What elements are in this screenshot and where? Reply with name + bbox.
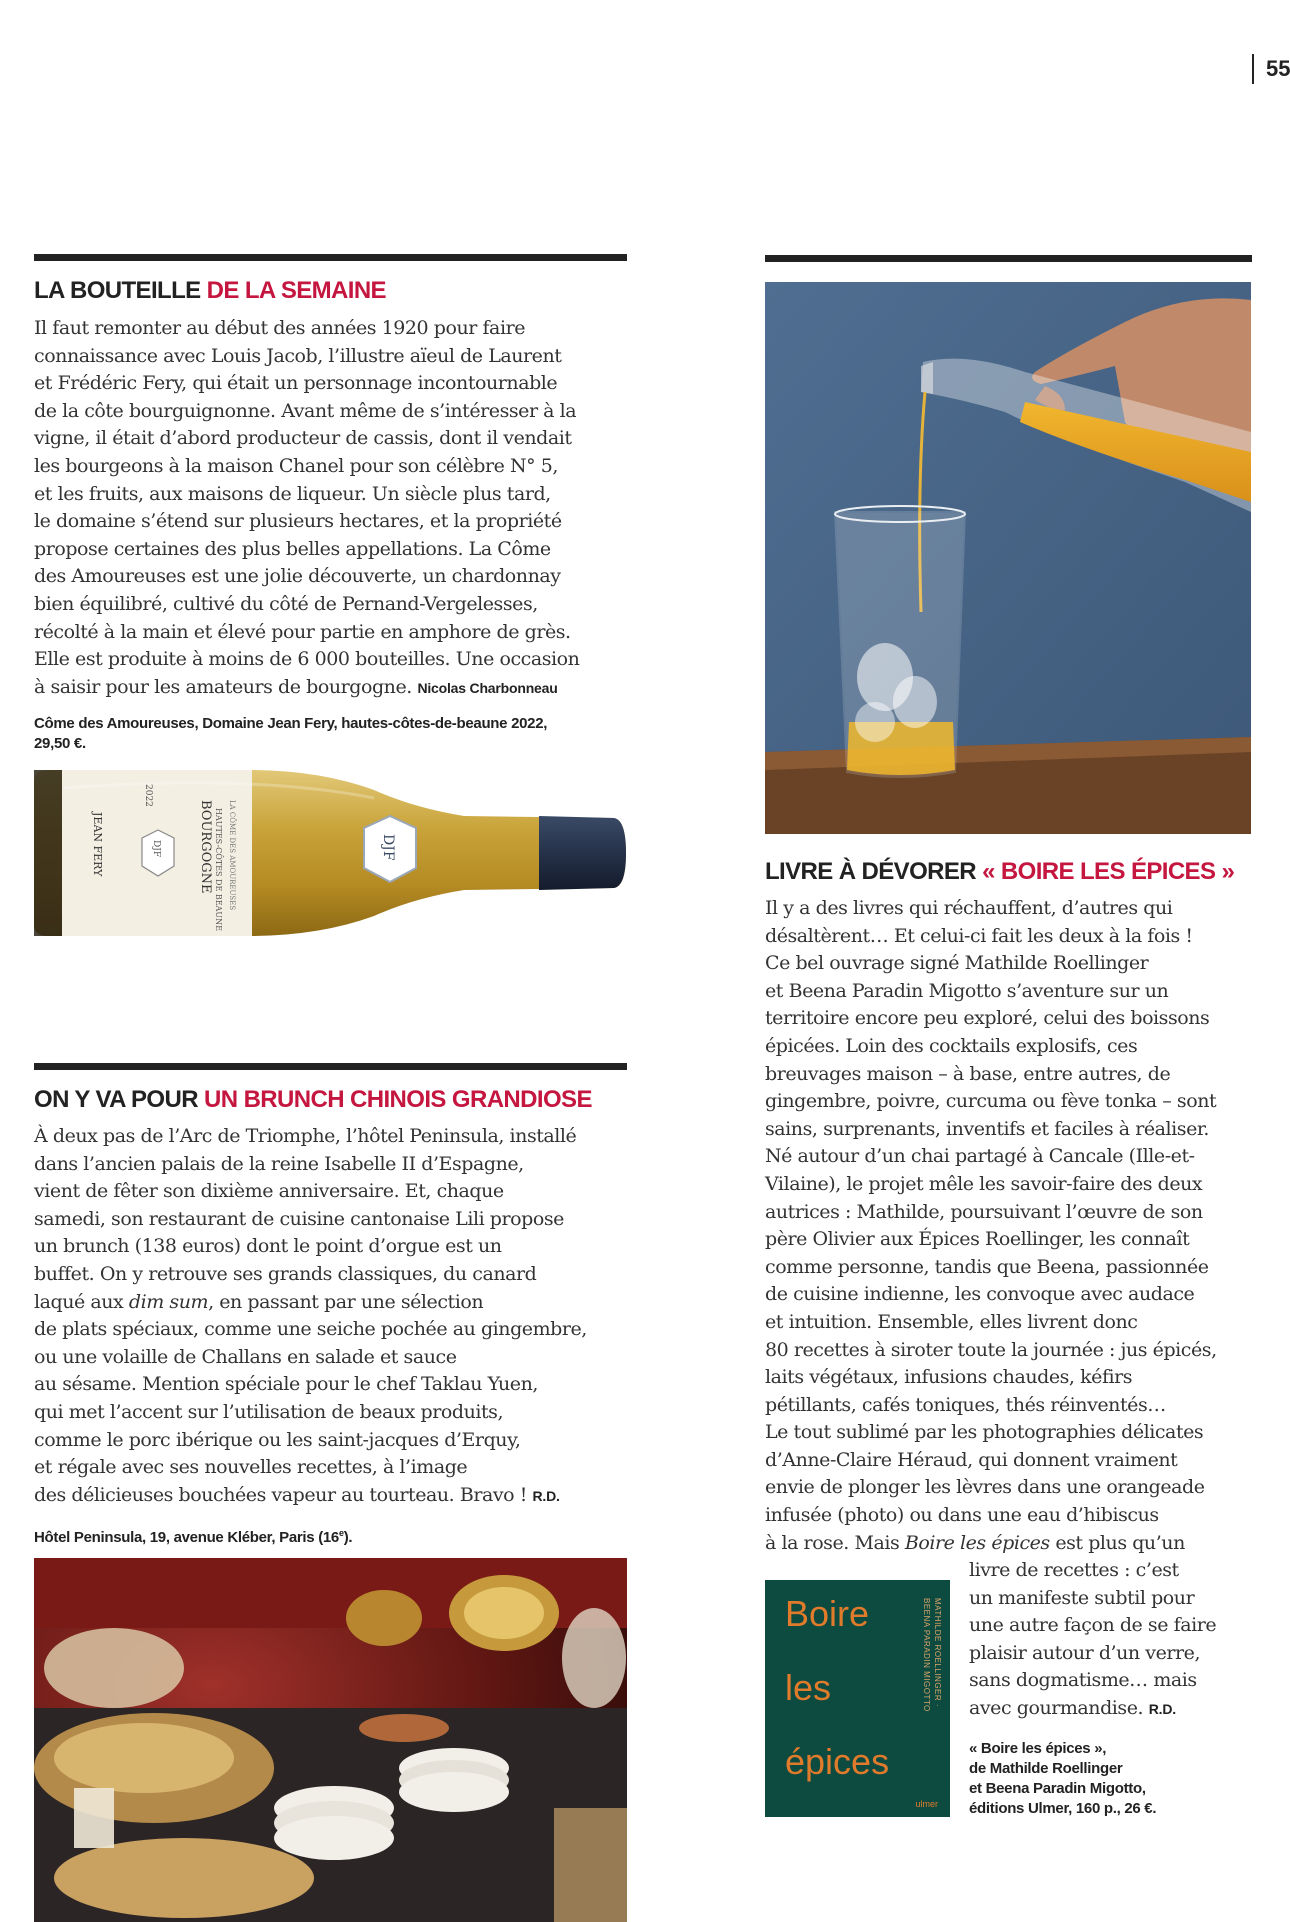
body-line: plaisir autour d’un verre, [969, 1641, 1201, 1664]
body-line: gingembre, poivre, curcuma ou fève tonka – sont [765, 1090, 1217, 1113]
heading-red-part: « BOIRE LES ÉPICES » [982, 858, 1235, 885]
section-rule-brunch [34, 1063, 627, 1070]
buffet-photo [34, 1558, 627, 1922]
book-article-body [765, 895, 1270, 1557]
cover-authors: MATHILDE ROELLINGER · BEENA PARADIN MIGOTTO [922, 1598, 942, 1712]
body-line: buffet. On y retrouve ses grands classiques, du canard [34, 1262, 537, 1285]
body-line: et Beena Paradin Migotto s’aventure sur un [765, 979, 1169, 1002]
body-line: , en passant par une sélection [208, 1290, 484, 1313]
brunch-article-body [34, 1123, 644, 1510]
author-signature: Nicolas Charbonneau [417, 679, 558, 696]
body-line: dans l’ancien palais de la reine Isabelle II d’Espagne, [34, 1152, 524, 1175]
body-line: sains, surprenants, inventifs et faciles à réaliser. [765, 1117, 1210, 1140]
body-line: un manifeste subtil pour [969, 1586, 1195, 1609]
body-line: Il y a des livres qui réchauffent, d’autres qui [765, 897, 1173, 919]
book-section-heading [765, 857, 1234, 887]
label-vintage-text: 2022 [143, 784, 153, 807]
body-line: comme personne, tandis que Beena, passionnée [765, 1255, 1209, 1278]
body-line: Né autour d’un chai partagé à Cancale (Ille-et- [765, 1145, 1195, 1168]
body-line: à la rose. Mais [765, 1531, 905, 1554]
body-line: vigne, il était d’abord producteur de cassis, dont il vendait [34, 427, 572, 450]
heading-black-part: LA BOUTEILLE [34, 277, 207, 304]
body-line: livre de recettes : c’est [969, 1559, 1179, 1581]
bottle-cap [539, 816, 626, 890]
body-line: est plus qu’un [1049, 1531, 1185, 1554]
body-line: Elle est produite à moins de 6 000 bouteilles. Une occasion [34, 648, 580, 671]
book-cover-image [765, 1580, 950, 1817]
brunch-section-heading [34, 1085, 592, 1115]
body-line: un brunch (138 euros) dont le point d’orgue est un [34, 1235, 502, 1258]
section-rule-book [765, 255, 1252, 262]
body-line: épicées. Loin des cocktails explosifs, ces [765, 1034, 1138, 1057]
body-line: samedi, son restaurant de cuisine cantonaise Lili propose [34, 1207, 564, 1230]
body-line-mixed [765, 1530, 1270, 1558]
author-signature: R.D. [532, 1487, 560, 1504]
body-line: breuvages maison – à base, entre autres, de [765, 1062, 1171, 1085]
caption-line: « Boire les épices », [969, 1740, 1107, 1757]
body-line: Vilaine), le projet mêle les savoir-faire des deux [765, 1172, 1203, 1195]
body-line: connaissance avec Louis Jacob, l’illustre aïeul de Laurent [34, 344, 562, 367]
caption-line: éditions Ulmer, 160 p., 26 €. [969, 1800, 1157, 1817]
body-line: Le tout sublimé par les photographies délicates [765, 1421, 1204, 1444]
body-line: comme le porc ibérique ou les saint-jacques d’Erquy, [34, 1428, 521, 1451]
body-line: envie de plonger les lèvres dans une orangeade [765, 1476, 1205, 1499]
body-line: le domaine s’étend sur plusieurs hectares, et la propriété [34, 510, 562, 533]
body-line: les bourgeons à la maison Chanel pour son célèbre N° 5, [34, 454, 559, 477]
body-line: À deux pas de l’Arc de Triomphe, l’hôtel Peninsula, installé [34, 1125, 577, 1147]
book-article-body-narrow [969, 1557, 1259, 1724]
body-line: propose certaines des plus belles appellations. La Côme [34, 537, 551, 560]
body-line: désaltèrent… Et celui-ci fait les deux à la fois ! [765, 924, 1193, 947]
body-line: pétillants, cafés toniques, thés réinventés… [765, 1393, 1166, 1416]
caption-line: 29,50 €. [34, 735, 86, 752]
body-line: à saisir pour les amateurs de bourgogne. [34, 675, 412, 698]
body-line: laqué aux [34, 1290, 129, 1313]
body-line: qui met l’accent sur l’utilisation de beaux produits, [34, 1400, 504, 1423]
body-line: laits végétaux, infusions chaudes, kéfirs [765, 1366, 1133, 1389]
body-line: vient de fêter son dixième anniversaire. Et, chaque [34, 1180, 504, 1203]
body-line: d’Anne-Claire Héraud, qui donnent vraiment [765, 1448, 1178, 1471]
label-producer-text: JEAN FERY [91, 812, 104, 877]
body-line: Il faut remonter au début des années 1920 pour faire [34, 317, 525, 339]
body-line: récolté à la main et élevé pour partie en amphore de grès. [34, 620, 571, 643]
cover-title-line: Boire [785, 1593, 870, 1634]
heading-red-part: UN BRUNCH CHINOIS GRANDIOSE [204, 1086, 592, 1113]
body-line: bien équilibré, cultivé du côté de Pernand-Vergelesses, [34, 592, 538, 615]
body-line: territoire encore peu exploré, celui des boissons [765, 1007, 1210, 1030]
spiced-drink-photo [765, 282, 1251, 834]
bottle-caption [34, 714, 634, 754]
body-line-last [969, 1695, 1259, 1724]
brunch-caption [34, 1523, 634, 1548]
body-line: infusée (photo) ou dans une eau d’hibiscus [765, 1504, 1159, 1527]
body-line: de plats spéciaux, comme une seiche pochée au gingembre, [34, 1318, 587, 1341]
caption-line: Côme des Amoureuses, Domaine Jean Fery, hautes-côtes-de-beaune 2022, [34, 715, 548, 732]
heading-black-part: ON Y VA POUR [34, 1086, 205, 1113]
caption-line: de Mathilde Roellinger [969, 1760, 1123, 1777]
section-rule-bottle [34, 254, 627, 261]
caption-superscript: e [338, 1528, 344, 1538]
body-line: Ce bel ouvrage signé Mathilde Roellinger [765, 952, 1149, 975]
body-line: père Olivier aux Épices Roellinger, les connaît [765, 1228, 1190, 1251]
body-line: 80 recettes à siroter toute la journée : jus épicés, [765, 1338, 1217, 1361]
cover-publisher: ulmer [915, 1799, 938, 1809]
bottle-article-body [34, 315, 634, 702]
body-line: et Frédéric Fery, qui était un personnage incontournable [34, 372, 558, 395]
body-line-last [34, 674, 634, 703]
italic-title: Boire les épices [904, 1531, 1050, 1554]
page-number: 55 [1252, 54, 1290, 84]
body-line: autrices : Mathilde, poursuivant l’œuvre de son [765, 1200, 1203, 1223]
caption-text: ). [343, 1529, 353, 1546]
body-line-mixed [34, 1289, 644, 1317]
wine-bottle-image [34, 768, 626, 938]
body-line: de la côte bourguignonne. Avant même de s’intéresser à la [34, 399, 577, 422]
cover-title-line: les [785, 1667, 832, 1708]
body-line-last [34, 1482, 644, 1511]
body-line: de cuisine indienne, les convoque avec audace [765, 1283, 1195, 1306]
body-line: des Amoureuses est une jolie découverte, un chardonnay [34, 565, 561, 588]
body-line: et les fruits, aux maisons de liqueur. Un siècle plus tard, [34, 482, 551, 505]
caption-text: Hôtel Peninsula, 19, avenue Kléber, Paris (16 [34, 1529, 339, 1546]
neck-monogram-text: DJF [380, 834, 396, 861]
label-monogram-text: DJF [151, 840, 161, 858]
author-signature: R.D. [1148, 1700, 1176, 1717]
body-line: une autre façon de se faire [969, 1614, 1217, 1637]
body-line: au sésame. Mention spéciale pour le chef Taklau Yuen, [34, 1373, 538, 1396]
label-cuvee-text: LA CÔME DES AMOUREUSES [228, 800, 236, 911]
cover-title-line: épices [785, 1741, 890, 1782]
body-line: des délicieuses bouchées vapeur au tourteau. Bravo ! [34, 1483, 527, 1506]
body-line: et régale avec ses nouvelles recettes, à l’image [34, 1456, 468, 1479]
italic-term: dim sum [128, 1290, 209, 1313]
bottle-section-heading [34, 276, 386, 306]
heading-black-part: LIVRE À DÉVORER [765, 858, 983, 885]
label-region-text: BOURGOGNE [198, 800, 213, 894]
heading-red-part: DE LA SEMAINE [206, 277, 386, 304]
caption-line: et Beena Paradin Migotto, [969, 1780, 1146, 1797]
body-line: et intuition. Ensemble, elles livrent donc [765, 1310, 1138, 1333]
label-appellation-text: HAUTES-CÔTES DE BEAUNE [214, 808, 223, 931]
body-line: ou une volaille de Challans en salade et sauce [34, 1345, 457, 1368]
body-line: avec gourmandise. [969, 1696, 1144, 1719]
body-line: sans dogmatisme… mais [969, 1669, 1197, 1692]
book-caption [969, 1739, 1229, 1819]
